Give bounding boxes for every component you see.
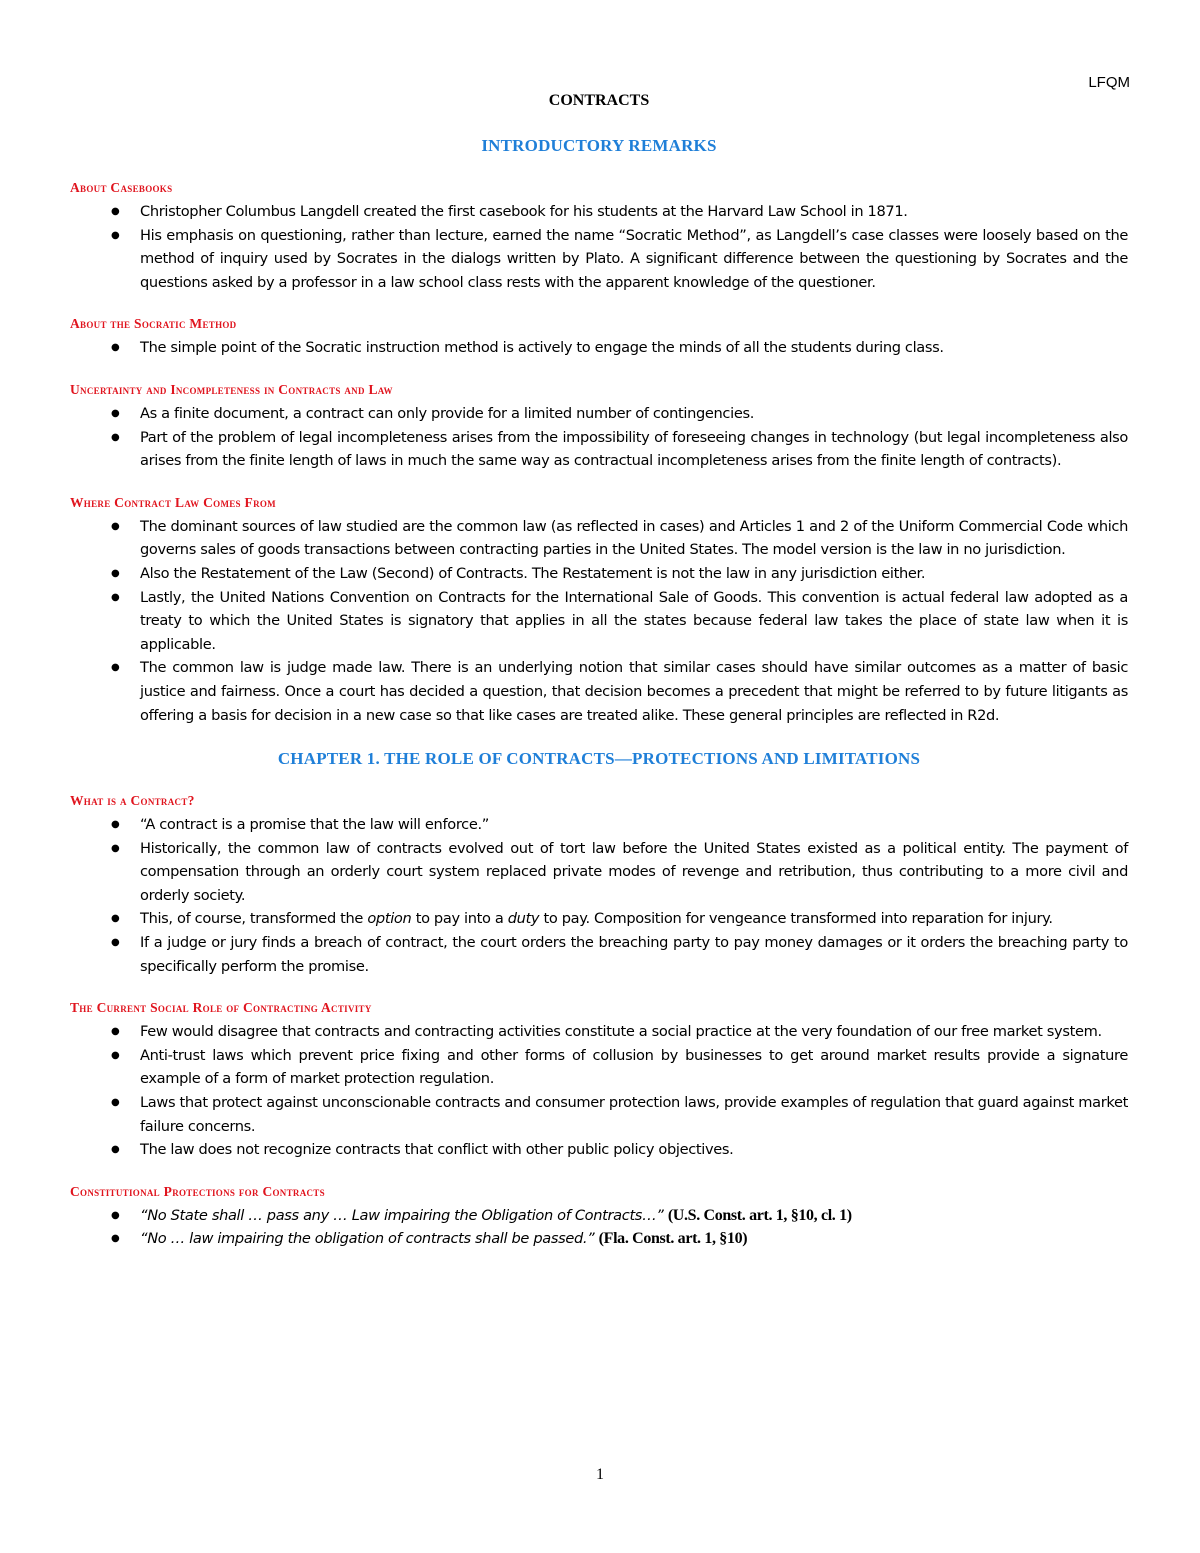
page-number: 1 [596, 1466, 604, 1483]
bullet-list-contract-law-sources [70, 515, 1128, 727]
list-item: ● Also the Restatement of the Law (Second) of Contracts. The Restatement is not the law in any jurisdiction either. [70, 562, 1128, 586]
list-item: ● Historically, the common law of contracts evolved out of tort law before the United States existed as a political entity. The payment of compensation through an orderly court system replaced private modes of revenge and retribution, thus contributing to a more civil and orderly society. [70, 837, 1128, 908]
bullet-list-social-role [70, 1020, 1128, 1162]
section-heading-contract-law-sources: Where Contract Law Comes From [70, 494, 276, 510]
section-heading-what-is-contract: What is a Contract? [70, 793, 195, 809]
bullet-list-constitutional [70, 1204, 1128, 1251]
list-item [70, 1204, 1128, 1228]
list-item [70, 907, 1128, 931]
list-item: ● The simple point of the Socratic instruction method is actively to engage the minds of all the students during class. [70, 336, 1128, 360]
citation-fla-const: (Fla. Const. art. 1, §10) [598, 1230, 748, 1248]
list-item: ● Part of the problem of legal incompleteness arises from the impossibility of foreseeing changes in technology (but legal incompleteness also arises from the finite length of laws in much the same way as contractual incompleteness arises from the finite length of contracts). [70, 426, 1128, 473]
list-item: ● “A contract is a promise that the law will enforce.” [70, 813, 1128, 837]
quote-fla-const: “No … law impairing the obligation of contracts shall be passed.” [140, 1230, 595, 1248]
citation-us-const: (U.S. Const. art. 1, §10, cl. 1) [667, 1206, 852, 1224]
section-heading-socratic-method: About the Socratic Method [70, 316, 237, 332]
bullet-list-socratic-method [70, 336, 1128, 360]
section-heading-social-role: The Current Social Role of Contracting Activity [70, 1000, 372, 1016]
section-heading-about-casebooks: About Casebooks [70, 180, 173, 195]
list-item: ● Lastly, the United Nations Convention on Contracts for the International Sale of Goods. This convention is actual federal law adopted as a treaty to which the United States is signatory that applies in all the states because federal law takes the place of state law when it is applicable. [70, 586, 1128, 657]
list-item: ● Laws that protect against unconscionable contracts and consumer protection laws, provide examples of regulation that guard against market failure concerns. [70, 1091, 1128, 1138]
text-run: to pay into a [411, 910, 508, 928]
italic-option: option [367, 910, 412, 928]
list-item: ● Christopher Columbus Langdell created the first casebook for his students at the Harvard Law School in 1871. [70, 200, 1128, 224]
list-item: ● His emphasis on questioning, rather than lecture, earned the name “Socratic Method”, as Langdell’s case classes were loosely based on the method of inquiry used by Socrates in the dialogs written by Plato. A significant difference between the questioning by Socrates and the questions asked by a professor in a law school class rests with the apparent knowledge of the questioner. [70, 224, 1128, 295]
list-item: ● As a finite document, a contract can only provide for a limited number of contingencies. [70, 402, 1128, 426]
list-item [70, 1227, 1128, 1251]
page-content [70, 92, 1128, 1269]
list-item: ● The law does not recognize contracts that conflict with other public policy objectives. [70, 1138, 1128, 1162]
bullet-list-about-casebooks [70, 200, 1128, 294]
list-item: ● The dominant sources of law studied are the common law (as reflected in cases) and Articles 1 and 2 of the Uniform Commercial Code which governs sales of goods transactions between contracting parties in the United States. The model version is the law in no jurisdiction. [70, 515, 1128, 562]
bullet-list-uncertainty [70, 402, 1128, 473]
quote-us-const: “No State shall … pass any … Law impairing the Obligation of Contracts…” [140, 1206, 664, 1224]
italic-duty: duty [507, 910, 540, 928]
list-item: ● The common law is judge made law. There is an underlying notion that similar cases should have similar outcomes as a matter of basic justice and fairness. Once a court has decided a question, that decision becomes a precedent that might be referred to by future litigants as offering a basis for decision in a new case so that like cases are treated alike. These general principles are reflected in R2d. [70, 656, 1128, 727]
list-item: ● Anti-trust laws which prevent price fixing and other forms of collusion by businesses to get around market results provide a signature example of a form of market protection regulation. [70, 1044, 1128, 1091]
header-initials: LFQM [1088, 74, 1130, 91]
list-item: ● Few would disagree that contracts and contracting activities constitute a social practice at the very foundation of our free market system. [70, 1020, 1128, 1044]
bullet-list-what-is-contract [70, 813, 1128, 978]
document-title: CONTRACTS [548, 92, 650, 109]
section-heading-constitutional: Constitutional Protections for Contracts [70, 1183, 325, 1199]
text-run: to pay. Composition for vengeance transformed into reparation for injury. [539, 910, 1053, 928]
introductory-remarks-heading: INTRODUCTORY REMARKS [481, 136, 717, 155]
list-item: ● If a judge or jury finds a breach of contract, the court orders the breaching party to pay money damages or it orders the breaching party to specifically perform the promise. [70, 931, 1128, 978]
text-run: This, of course, transformed the [140, 910, 368, 928]
chapter-1-heading: CHAPTER 1. THE ROLE OF CONTRACTS—PROTECTIONS AND LIMITATIONS [277, 749, 921, 769]
section-heading-uncertainty: Uncertainty and Incompleteness in Contracts and Law [70, 381, 393, 397]
